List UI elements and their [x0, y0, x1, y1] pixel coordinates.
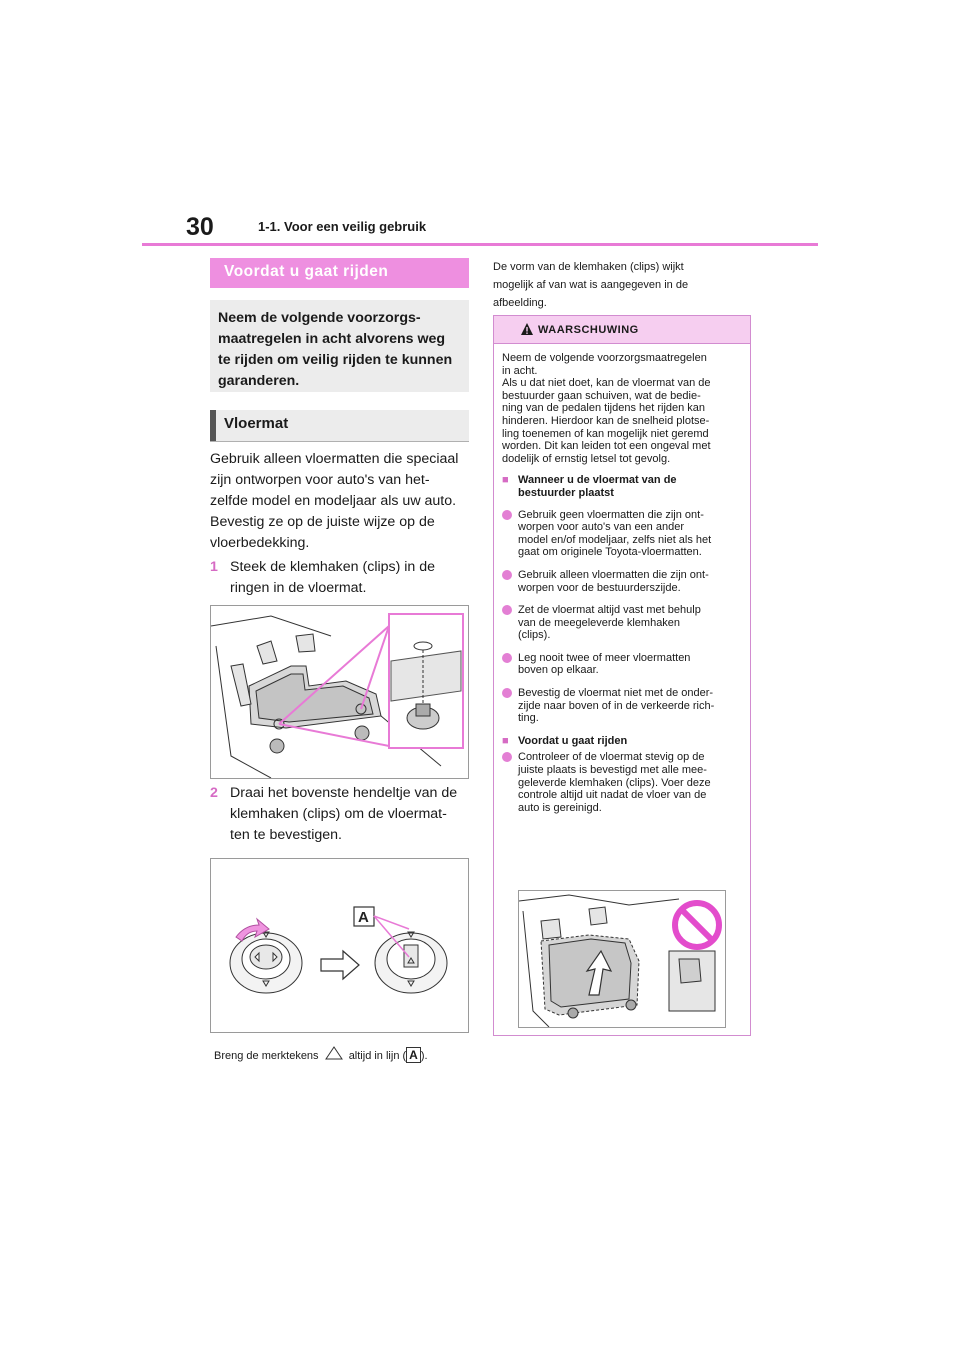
caption-label-a: A [406, 1047, 421, 1063]
intro-line: maatregelen in acht alvorens weg [218, 331, 446, 347]
intro-text [218, 308, 463, 392]
figure-caption [214, 1046, 428, 1063]
bullet-line: Controleer of de vloermat stevig op de [518, 751, 705, 764]
bullet-line: model en/of modeljaar, zelfs niet als het [518, 533, 712, 546]
caption-text: Breng de merktekens [214, 1050, 319, 1062]
square-bullet-icon: ■ [502, 734, 509, 747]
step-text [230, 783, 470, 846]
bullet-line: (clips). [518, 629, 551, 642]
warning-body [502, 352, 744, 824]
warning-line: Neem de volgende voorzorgsmaatregelen [502, 352, 707, 364]
clip-rotation-illustration [211, 859, 468, 1032]
bullet-dot-icon [502, 510, 512, 520]
bullet-line: geleverde klemhaken (clips). Voer deze [518, 776, 711, 789]
bullet-dot-icon [502, 653, 512, 663]
warning-line: ling toenemen of kan mogelijk niet geremd [502, 427, 709, 440]
warning-bullet [502, 604, 744, 642]
vloermat-paragraph [210, 449, 472, 554]
step-text [230, 557, 470, 599]
stacked-mat-illustration [519, 891, 725, 1027]
bullet-line: worpen voor auto's van een ander [518, 521, 684, 534]
floor-mat-figure [210, 605, 469, 779]
bullet-line: juiste plaats is bevestigd met alle mee- [518, 764, 707, 777]
warning-bullet [502, 687, 744, 725]
subheading-line: Wanneer u de vloermat van de [518, 474, 677, 487]
subheading-line: Voordat u gaat rijden [518, 734, 628, 747]
paragraph-line: Bevestig ze op de juiste wijze op de [210, 514, 435, 530]
note-line: De vorm van de klemhaken (clips) wijkt [493, 261, 684, 273]
clip-rotation-figure [210, 858, 469, 1033]
step-line: ringen in de vloermat. [230, 580, 367, 596]
bullet-line: Gebruik geen vloermatten die zijn ont- [518, 508, 704, 521]
warning-line: bestuurder gaan schuiven, wat de bedie- [502, 389, 701, 402]
warning-line: ning van de pedalen tijdens het rijden kan [502, 402, 706, 415]
caption-text: altijd in lijn ( [348, 1050, 407, 1062]
note-line: afbeelding. [493, 297, 547, 309]
warning-icon [520, 322, 534, 336]
step-number: 2 [210, 785, 218, 801]
triangle-mark-icon [325, 1046, 343, 1060]
step-line: Draai het bovenste hendeltje van de [230, 785, 458, 801]
section-banner [210, 258, 469, 288]
paragraph-line: zelfde model en modeljaar als uw auto. [210, 493, 457, 509]
page-number: 30 [186, 213, 214, 241]
bullet-dot-icon [502, 752, 512, 762]
bullet-dot-icon [502, 570, 512, 580]
section-title: 1-1. Voor een veilig gebruik [258, 219, 427, 234]
bullet-dot-icon [502, 688, 512, 698]
paragraph-line: vloerbedekking. [210, 535, 310, 551]
step-line: klemhaken (clips) om de vloermat- [230, 806, 447, 822]
subheading-bar [210, 410, 216, 441]
bullet-line: ting. [518, 712, 539, 725]
bullet-line: Leg nooit twee of meer vloermatten [518, 651, 691, 664]
warning-line: worden. Dit kan leiden tot een ongeval met [502, 440, 711, 453]
warning-box [493, 315, 751, 1036]
subheading-label: Vloermat [224, 415, 289, 432]
intro-box [210, 300, 469, 392]
floor-mat-illustration [211, 606, 468, 778]
bullet-line: zijde naar boven of in de verkeerde rich- [518, 699, 715, 712]
bullet-line: worpen voor de bestuurderszijde. [518, 581, 681, 594]
label-a: A [358, 909, 369, 926]
warning-bullet [502, 509, 744, 559]
bullet-dot-icon [502, 605, 512, 615]
bullet-line: Gebruik alleen vloermatten die zijn ont- [518, 568, 709, 581]
clip-shape-note [493, 258, 755, 312]
warning-header [494, 316, 750, 344]
step-line: ten te bevestigen. [230, 827, 343, 843]
step-line: Steek de klemhaken (clips) in de [230, 559, 436, 575]
header-rule [142, 243, 818, 246]
warning-line: dodelijk of ernstig letsel tot gevolg. [502, 452, 671, 465]
warning-line: hinderen. Hierdoor kan de snelheid plotse- [502, 414, 710, 427]
paragraph-line: zijn ontworpen voor auto's van het- [210, 472, 430, 488]
intro-line: te rijden om veilig rijden te kunnen [218, 352, 453, 368]
section-banner-label: Voordat u gaat rijden [224, 263, 389, 280]
bullet-line: van de meegeleverde klemhaken [518, 616, 681, 629]
subheading-vloermat [210, 410, 469, 442]
caption-text: ). [420, 1050, 428, 1062]
bullet-line: gaat om originele Toyota-vloermatten. [518, 546, 702, 559]
warning-bullet [502, 751, 744, 814]
bullet-line: boven op elkaar. [518, 664, 599, 677]
step-number: 1 [210, 559, 218, 575]
paragraph-line: Gebruik alleen vloermatten die speciaal [210, 451, 459, 467]
warning-bullet [502, 569, 744, 594]
note-line: mogelijk af van wat is aangegeven in de [493, 279, 689, 291]
stacked-mat-prohibited-figure [518, 890, 726, 1028]
warning-line: Als u dat niet doet, kan de vloermat van de [502, 377, 711, 390]
warning-subheading [502, 735, 744, 748]
bullet-line: Zet de vloermat altijd vast met behulp [518, 604, 701, 617]
intro-line: garanderen. [218, 373, 300, 389]
bullet-line: controle altijd uit nadat de vloer van de [518, 789, 707, 802]
warning-line: in acht. [502, 364, 538, 377]
bullet-line: Bevestig de vloermat niet met de onder- [518, 687, 714, 700]
warning-bullet [502, 652, 744, 677]
square-bullet-icon: ■ [502, 474, 509, 487]
bullet-line: auto is gereinigd. [518, 801, 602, 814]
warning-intro [502, 352, 744, 465]
intro-line: Neem de volgende voorzorgs- [218, 310, 421, 326]
subheading-line: bestuurder plaatst [518, 486, 614, 499]
warning-subheading [502, 474, 744, 499]
warning-title: WAARSCHUWING [538, 324, 639, 336]
